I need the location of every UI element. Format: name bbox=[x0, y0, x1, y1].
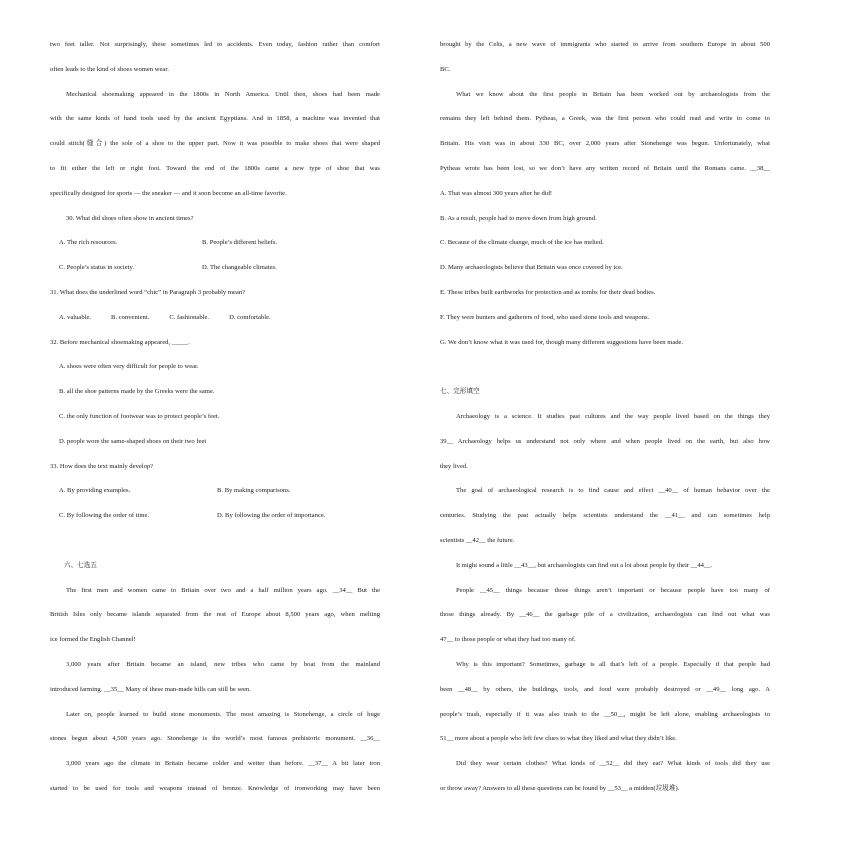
right-text-line: Did they wear certain clothes? What kinds of __52__ did they eat? What kinds of tools did they use bbox=[456, 760, 770, 768]
left-text-line: 32. Before mechanical shoemaking appeared, _____. bbox=[50, 338, 190, 346]
left-text-line: 六、七选五 bbox=[64, 561, 97, 569]
right-text-line: Archaeology is a science. It studies past cultures and the way people lived based on the things they bbox=[456, 413, 770, 420]
right-text-line: or throw away? Answers to all these questions can be found by __53__ a midden(垃圾堆). bbox=[440, 785, 680, 792]
left-text-line: often leads to the kind of shoes women wear. bbox=[50, 65, 169, 73]
right-text-line: centuries. Studying the past actually helps scientists understand the __41__ and can sometimes help bbox=[440, 512, 770, 520]
left-text-line: 30. What did shoes often show in ancient times? bbox=[66, 214, 194, 222]
right-text-line: 39__ Archaeology helps us understand not only where and when people lived on the earth, but also how bbox=[440, 437, 770, 445]
left-text-line: two feet taller. Not surprisingly, these sometimes led to accidents. Even today, fashion rather than comfort bbox=[50, 41, 380, 48]
right-text-line: brought by the Celts, a new wave of immigrants who started to arrive from southern Europe in about 500 bbox=[440, 41, 770, 48]
option-text: C. fashionable. bbox=[169, 313, 210, 321]
left-text-line bbox=[50, 486, 380, 496]
left-text-line: Mechanical shoemaking appeared in the 1800s in North America. Until then, shoes had been made bbox=[66, 90, 380, 98]
left-text-line: 3,000 years ago the climate in Britain became colder and wetter than before. __37__ A bit later iron bbox=[66, 760, 380, 768]
option-text: B. convenient. bbox=[111, 313, 150, 321]
option-text: C. By following the order of time. bbox=[59, 512, 150, 520]
option-text: A. By providing examples. bbox=[59, 487, 131, 495]
right-text-line: 47__ to those people or what they had too many of. bbox=[440, 636, 576, 644]
right-text-line: Pytheas wrote has been lost, so we don’t have any written record of Britain until the Romans came. __38__ bbox=[440, 165, 770, 172]
option-text: A. The rich resources. bbox=[59, 239, 118, 247]
right-text-line: BC. bbox=[440, 65, 451, 73]
right-text-line: G. We don’t know what it was used for, though many different suggestions have been made. bbox=[440, 338, 684, 346]
right-text-line: been __48__ by others, the buildings, tools, and food were probably destroyed or __49__ long ago. A bbox=[440, 685, 770, 693]
right-text-line: scientists __42__ the future. bbox=[440, 537, 515, 544]
right-text-line: F. They were hunters and gatherers of food, who used stone tools and weapons. bbox=[440, 313, 650, 321]
left-text-line: to fit either the left or right foot. Toward the end of the 1800s came a new type of shoe that was bbox=[50, 165, 380, 172]
option-text: D. The changeable climates. bbox=[202, 264, 277, 272]
option-text: A. valuable. bbox=[59, 313, 92, 321]
left-text-line: British Isles only became islands separated from the rest of Europe about 8,500 years ago, when melting bbox=[50, 611, 380, 619]
left-text-line: The first men and women came to Britain over two and a half million years ago. __34__ But the bbox=[66, 586, 380, 594]
left-text-line: ice formed the English Channel! bbox=[50, 636, 136, 644]
right-text-line: those things already. By __46__ the garbage pile of a civilization, archaeologists can find out what was bbox=[440, 611, 770, 619]
left-text-line: C. the only function of footwear was to protect people’s feet. bbox=[59, 413, 220, 420]
left-text-line: Later on, people learned to build stone monuments. The most amazing is Stonehenge, a circle of huge bbox=[66, 710, 380, 718]
right-text-line: B. As a result, people had to move down from high ground. bbox=[440, 214, 597, 222]
left-text-line bbox=[50, 238, 380, 248]
right-text-line: 51__ more about a people who left few clues to what they liked and what they didn’t like. bbox=[440, 735, 677, 743]
left-text-line: D. people wore the same-shaped shoes on their two feet bbox=[59, 437, 207, 445]
right-text-line: D. Many archaeologists believe that Britain was once covered by ice. bbox=[440, 264, 623, 272]
left-text-line: introduced farming. __35__ Many of these man-made hills can still be seen. bbox=[50, 685, 251, 693]
right-text-line: Britain. His visit was in about 330 BC, over 2,000 years after Stonehenge was begun. Unfortunately, what bbox=[440, 140, 770, 148]
right-text-line: people’s trash, especially if it was also trash to the __50__, might be left alone, enabling archaeologists to bbox=[440, 710, 770, 718]
right-text-line: C. Because of the climate change, much of the ice has melted. bbox=[440, 239, 604, 247]
left-text-line: could stitch(缝合) the sole of a shoe to the upper part. Now it was possible to make shoes that were shaped bbox=[50, 140, 380, 148]
right-text-line: What we know about the first people in Britain has been worked out by archaeologists from the bbox=[456, 90, 770, 98]
right-text-line: they lived. bbox=[440, 462, 468, 470]
left-text-line: specifically designed for sports — the sneaker — and it soon become an all-time favorite. bbox=[50, 189, 287, 197]
right-text-line: E. These tribes built earthworks for protection and as tombs for their dead bodies. bbox=[440, 289, 656, 296]
left-text-line: with the same kinds of hand tools used by the ancient Egyptians. And in 1858, a machine was invented that bbox=[50, 115, 380, 123]
right-text-line: Why is this important? Sometimes, garbage is all that’s left of a people. Especially if that people had bbox=[456, 661, 770, 668]
left-text-line: A. shoes were often very difficult for people to wear. bbox=[59, 363, 199, 371]
left-text-line: 33. How does the text mainly develop? bbox=[50, 462, 154, 470]
left-text-line: 31. What does the underlined word “chic” in Paragraph 3 probably mean? bbox=[50, 289, 246, 296]
right-text-line: remains they left behind them. Pytheas, a Greek, was the first person who could read and write to come to bbox=[440, 115, 770, 123]
left-text-line: B. all the shoe patterns made by the Greeks were the same. bbox=[59, 388, 215, 396]
right-text-line: People __45__ things because those things aren’t important or because people have too many of bbox=[456, 586, 770, 594]
right-text-line: A. That was almost 300 years after he did! bbox=[440, 189, 553, 197]
left-text-line bbox=[50, 313, 380, 323]
option-text: C. People’s status in society. bbox=[59, 264, 135, 272]
left-text-line bbox=[50, 263, 380, 273]
left-text-line bbox=[50, 511, 380, 521]
left-text-line: started to be used for tools and weapons instead of bronze. Knowledge of ironworking may have been bbox=[50, 785, 380, 792]
right-text-line: 七、完形填空 bbox=[440, 388, 480, 396]
option-text: D. By following the order of importance. bbox=[217, 512, 326, 520]
option-text: D. comfortable. bbox=[229, 313, 271, 321]
option-text: B. People’s different beliefs. bbox=[202, 239, 278, 247]
right-text-line: The goal of archaeological research is to find cause and effect __40__ of human behavior over the bbox=[456, 487, 770, 495]
left-text-line: stones begun about 4,500 years ago. Stonehenge is the world’s most famous prehistoric monument. __36__ bbox=[50, 735, 380, 743]
right-text-line: It might sound a little __43__, but archaeologists can find out a lot about people by their __44__. bbox=[456, 561, 713, 569]
option-text: B. By making comparisons. bbox=[217, 487, 291, 495]
left-text-line: 3,000 years after Britain became an island, new tribes who came by boat from the mainland bbox=[66, 661, 380, 668]
